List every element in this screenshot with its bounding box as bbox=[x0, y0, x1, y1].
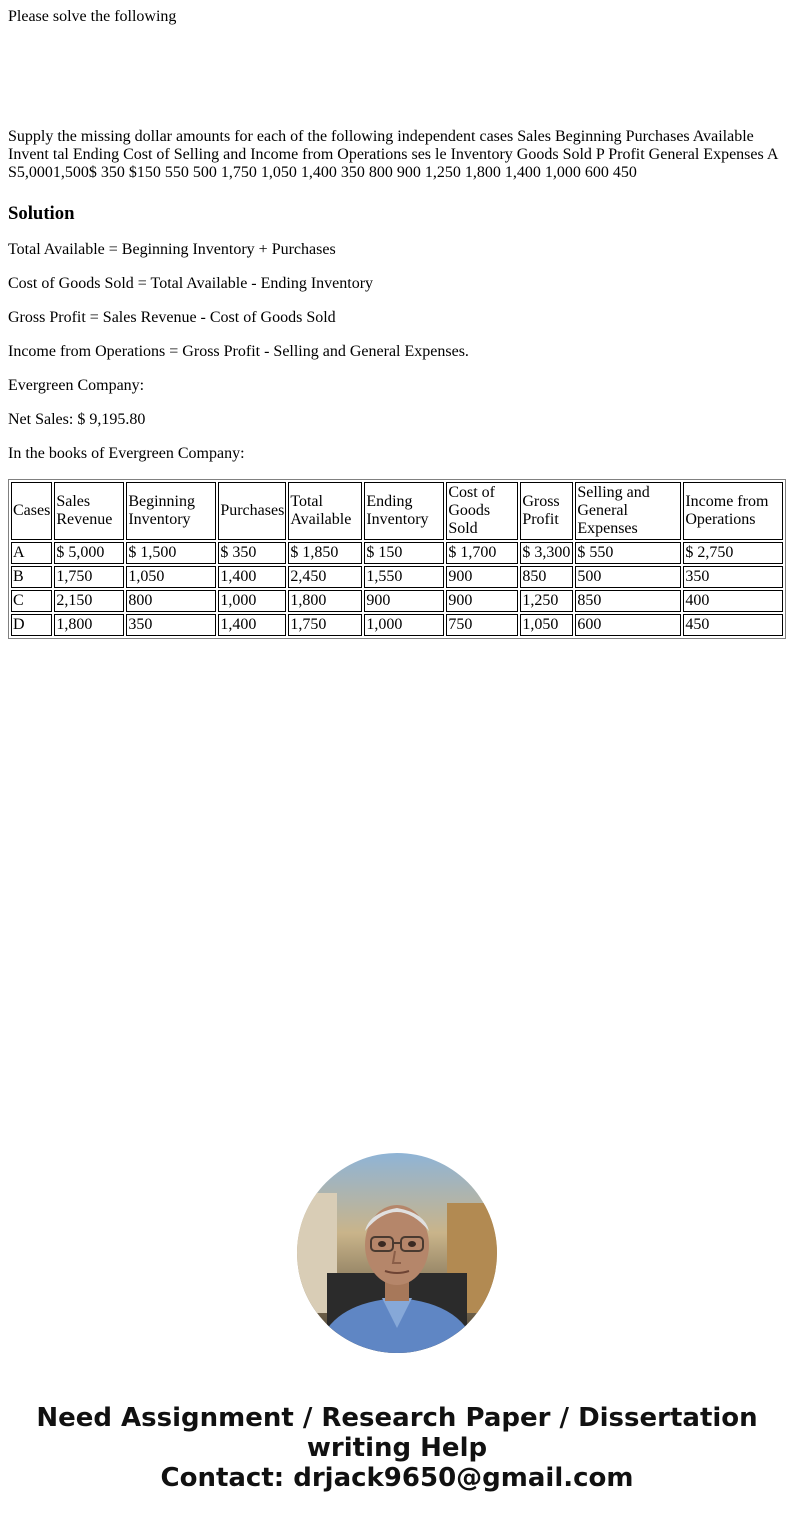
header-cell: Cases bbox=[11, 482, 52, 540]
table-cell: 900 bbox=[446, 590, 518, 612]
footer-line-2: writing Help bbox=[306, 1433, 488, 1463]
table-cell: 1,800 bbox=[54, 614, 124, 636]
table-cell: 1,250 bbox=[520, 590, 573, 612]
table-cell: C bbox=[11, 590, 52, 612]
table-cell: 1,000 bbox=[364, 614, 444, 636]
net-sales-text: Net Sales: $ 9,195.80 bbox=[8, 411, 146, 428]
formula-income-operations: Income from Operations = Gross Profit - Selling and General Expenses. bbox=[8, 343, 469, 360]
books-label: In the books of Evergreen Company: bbox=[8, 445, 245, 462]
table-row bbox=[11, 590, 783, 612]
table-cell: 500 bbox=[575, 566, 681, 588]
table-cell: 400 bbox=[683, 590, 783, 612]
table-cell: 1,050 bbox=[126, 566, 216, 588]
header-cell: Gross Profit bbox=[520, 482, 573, 540]
header-cell: Beginning Inventory bbox=[126, 482, 216, 540]
table-cell: A bbox=[11, 542, 52, 564]
table-cell: 1,400 bbox=[218, 614, 286, 636]
header-cell: Selling and General Expenses bbox=[575, 482, 681, 540]
table-cell: $ 350 bbox=[218, 542, 286, 564]
table-cell: 900 bbox=[446, 566, 518, 588]
table-cell: 350 bbox=[126, 614, 216, 636]
table-cell: 750 bbox=[446, 614, 518, 636]
table-cell: $ 1,700 bbox=[446, 542, 518, 564]
table-row bbox=[11, 614, 783, 636]
table-cell: $ 150 bbox=[364, 542, 444, 564]
cases-table bbox=[8, 479, 786, 639]
table-cell: $ 3,300 bbox=[520, 542, 573, 564]
table-cell: 2,150 bbox=[54, 590, 124, 612]
footer-contact: Contact: drjack9650@gmail.com bbox=[160, 1463, 634, 1493]
table-cell: 450 bbox=[683, 614, 783, 636]
header-cell: Cost of Goods Sold bbox=[446, 482, 518, 540]
document bbox=[8, 8, 786, 633]
intro-text: Please solve the following bbox=[8, 8, 177, 25]
table-cell: 850 bbox=[575, 590, 681, 612]
header-cell: Ending Inventory bbox=[364, 482, 444, 540]
table-cell: $ 5,000 bbox=[54, 542, 124, 564]
table-cell: $ 1,500 bbox=[126, 542, 216, 564]
header-cell: Sales Revenue bbox=[54, 482, 124, 540]
table-cell: 900 bbox=[364, 590, 444, 612]
header-cell: Income from Operations bbox=[683, 482, 783, 540]
footer-promo bbox=[0, 1403, 794, 1493]
table-row bbox=[11, 542, 783, 564]
table-row bbox=[11, 566, 783, 588]
table-cell: 1,400 bbox=[218, 566, 286, 588]
tutor-photo bbox=[297, 1153, 497, 1353]
table-cell: 1,050 bbox=[520, 614, 573, 636]
formula-gross-profit: Gross Profit = Sales Revenue - Cost of Goods Sold bbox=[8, 309, 336, 326]
table-cell: 2,450 bbox=[288, 566, 362, 588]
company-label: Evergreen Company: bbox=[8, 377, 145, 394]
footer-line-1: Need Assignment / Research Paper / Dissertation bbox=[36, 1403, 758, 1433]
table-cell: 1,800 bbox=[288, 590, 362, 612]
table-cell: 350 bbox=[683, 566, 783, 588]
table-cell: 1,750 bbox=[54, 566, 124, 588]
table-cell: 600 bbox=[575, 614, 681, 636]
formula-total-available: Total Available = Beginning Inventory + Purchases bbox=[8, 241, 336, 258]
table-cell: 850 bbox=[520, 566, 573, 588]
table-cell: 1,000 bbox=[218, 590, 286, 612]
table-header-row bbox=[11, 482, 783, 540]
table-cell: D bbox=[11, 614, 52, 636]
header-cell: Purchases bbox=[218, 482, 286, 540]
table-cell: B bbox=[11, 566, 52, 588]
formula-cogs: Cost of Goods Sold = Total Available - Ending Inventory bbox=[8, 275, 374, 292]
table-cell: 1,550 bbox=[364, 566, 444, 588]
table-cell: $ 1,850 bbox=[288, 542, 362, 564]
table-cell: $ 550 bbox=[575, 542, 681, 564]
table-cell: $ 2,750 bbox=[683, 542, 783, 564]
header-cell: Total Available bbox=[288, 482, 362, 540]
solution-heading: Solution bbox=[8, 203, 75, 224]
question-text: Supply the missing dollar amounts for each of the following independent cases Sales Beginning Purchases Available Invent tal Ending Cost of Selling and Income from Operations ses le Inventory Goods Sold P Profit General Expenses A S5,0001,500$ 350 $150 550 500 1,750 1,050 1,400 350 800 900 1,250 1,800 1,400 1,000 600 450 bbox=[8, 128, 778, 181]
table-cell: 800 bbox=[126, 590, 216, 612]
table-cell: 1,750 bbox=[288, 614, 362, 636]
tutor-portrait-illustration bbox=[297, 1153, 497, 1353]
